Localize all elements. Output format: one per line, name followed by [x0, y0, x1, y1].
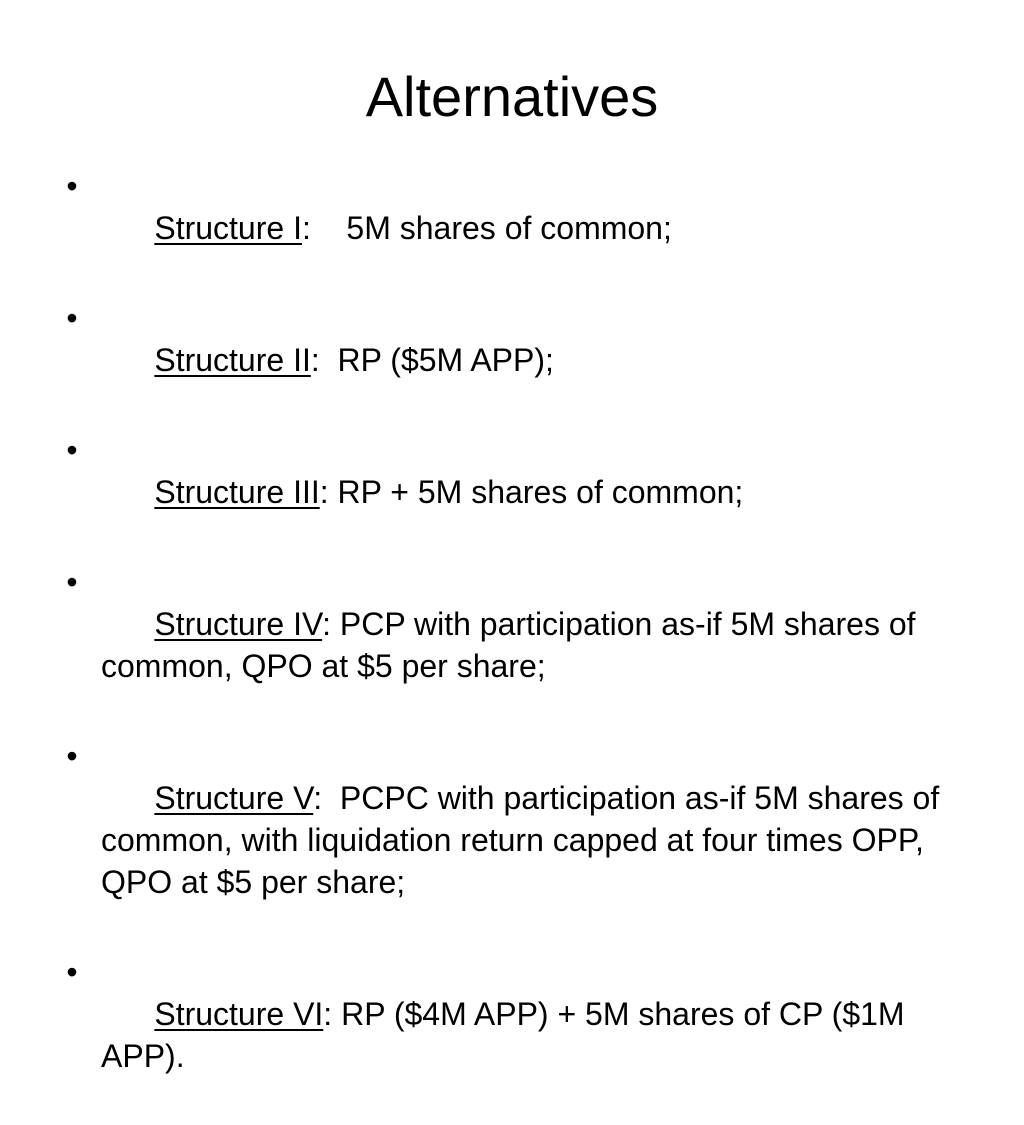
item-heading: Structure IV [154, 606, 323, 642]
item-heading: Structure I [154, 210, 302, 246]
bullet-icon: • [66, 564, 78, 600]
list-item-structure-5 [57, 735, 987, 945]
item-text: : 5M shares of common; [301, 210, 672, 246]
slide-title: Alternatives [365, 65, 659, 128]
item-heading: Structure V [154, 780, 314, 816]
bullet-icon: • [66, 432, 78, 468]
bullet-list [57, 165, 987, 1125]
bullet-icon: • [66, 300, 78, 336]
bullet-icon: • [66, 168, 78, 204]
item-heading: Structure III [154, 474, 320, 510]
item-heading: Structure II [154, 342, 311, 378]
list-item-structure-1 [57, 165, 987, 291]
list-item-structure-4 [57, 561, 987, 729]
item-text: : PCP with participation as-if 5M shares of common, QPO at $5 per share; [101, 606, 925, 684]
list-item-structure-6 [57, 951, 987, 1119]
item-text: : RP + 5M shares of common; [319, 474, 744, 510]
item-heading: Structure VI [154, 996, 324, 1032]
bullet-icon: • [66, 954, 78, 990]
item-text: : PCPC with participation as-if 5M shares of common, with liquidation return capped at four times OPP, QPO at $5 per share; [101, 780, 949, 900]
bullet-icon: • [66, 738, 78, 774]
item-text: : RP ($4M APP) + 5M shares of CP ($1M APP). [101, 996, 912, 1074]
list-item-structure-3 [57, 429, 987, 555]
item-text: : RP ($5M APP); [310, 342, 554, 378]
list-item-structure-2 [57, 297, 987, 423]
